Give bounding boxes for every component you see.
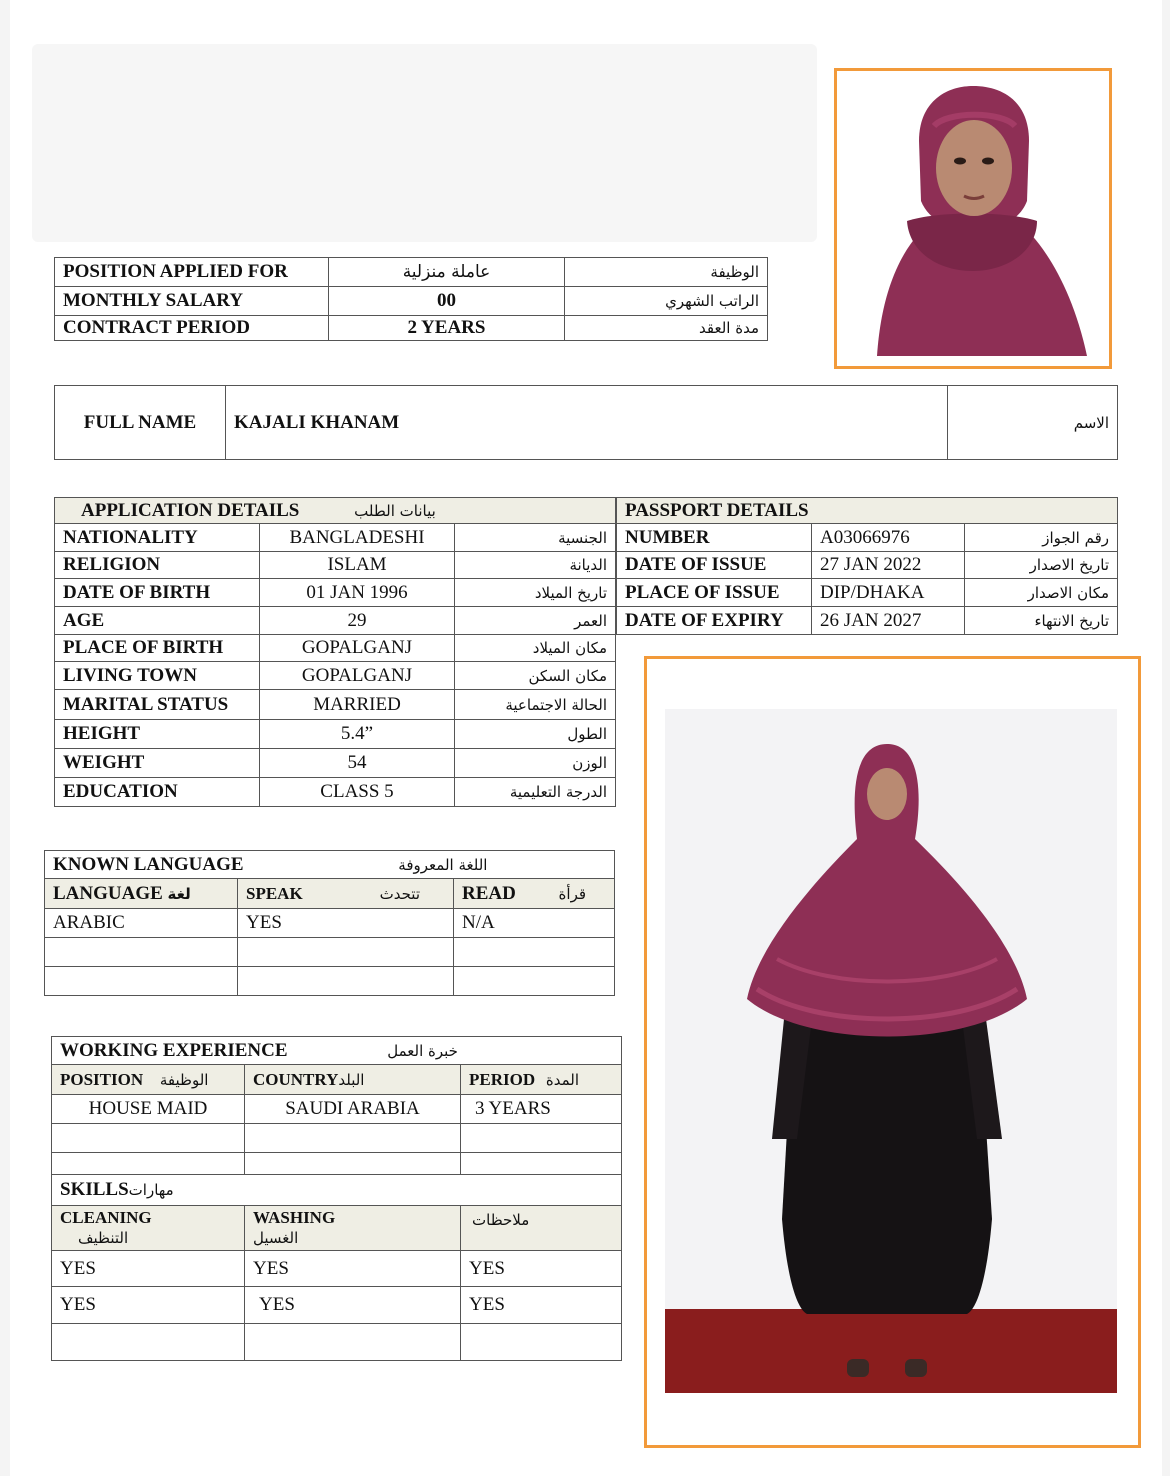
col-speak [238,879,454,909]
col-speak-label: SPEAK [246,883,303,903]
empty-cell [45,967,238,996]
app-arabic: تاريخ الميلاد [455,579,616,607]
col-country-ar: البلد [338,1070,365,1089]
skill-washing: YES [245,1287,461,1324]
col-country [245,1065,461,1095]
skill-washing: YES [245,1251,461,1287]
col-washing-ar: الغسيل [253,1229,299,1247]
arabic-salary: الراتب الشهري [565,287,768,316]
col-read-label: READ [462,882,516,904]
app-value: 54 [260,749,455,778]
app-label: LIVING TOWN [55,662,260,690]
language-title: KNOWN LANGUAGE [53,853,244,875]
passport-value: A03066976 [812,524,965,552]
app-label: HEIGHT [55,720,260,749]
skill-cleaning: YES [52,1287,245,1324]
col-period-ar: المدة [545,1070,580,1089]
col-language-ar: لغة [167,884,191,903]
experience-table [51,1036,622,1361]
application-title: APPLICATION DETAILS [81,499,300,521]
passport-arabic: تاريخ الاصدار [965,552,1118,579]
full-body-photo [647,659,1138,1445]
passport-arabic: مكان الاصدار [965,579,1118,607]
name-table [54,385,1118,460]
app-label: DATE OF BIRTH [55,579,260,607]
empty-cell [238,938,454,967]
empty-cell [245,1153,461,1175]
app-label: NATIONALITY [55,524,260,552]
headshot-photo [837,71,1109,366]
label-salary: MONTHLY SALARY [55,287,329,316]
passport-label: NUMBER [617,524,812,552]
app-value: CLASS 5 [260,778,455,807]
arabic-contract: مدة العقد [565,316,768,341]
experience-title: WORKING EXPERIENCE [60,1039,288,1061]
app-arabic: الطول [455,720,616,749]
app-value: GOPALGANJ [260,662,455,690]
skills-title-ar: مهارات [128,1181,174,1199]
skills-title: SKILLS [60,1179,129,1200]
col-country-label: COUNTRY [253,1069,339,1089]
app-label: AGE [55,607,260,635]
col-position-ar: الوظيفة [159,1070,209,1089]
app-label: WEIGHT [55,749,260,778]
empty-cell [461,1153,622,1175]
empty-cell [454,938,615,967]
empty-cell [245,1124,461,1153]
skill-cleaning: YES [52,1251,245,1287]
arabic-position: الوظيفة [565,258,768,287]
experience-country: SAUDI ARABIA [245,1095,461,1124]
app-arabic: الحالة الاجتماعية [455,690,616,720]
app-arabic: الوزن [455,749,616,778]
application-header [55,498,616,524]
experience-position: HOUSE MAID [52,1095,245,1124]
col-notes [461,1206,622,1251]
app-arabic: الجنسية [455,524,616,552]
app-arabic: مكان السكن [455,662,616,690]
speak-value: YES [238,909,454,938]
col-cleaning [52,1206,245,1251]
redacted-header [32,44,817,242]
label-contract: CONTRACT PERIOD [55,316,329,341]
app-value: BANGLADESHI [260,524,455,552]
app-arabic: مكان الميلاد [455,635,616,662]
empty-cell [52,1324,245,1361]
passport-title: PASSPORT DETAILS [617,498,1118,524]
experience-period: 3 YEARS [461,1095,622,1124]
app-value: 01 JAN 1996 [260,579,455,607]
experience-header [52,1037,622,1065]
passport-value: DIP/DHAKA [812,579,965,607]
app-value: ISLAM [260,552,455,579]
col-period-label: PERIOD [469,1069,536,1089]
application-title-ar: بيانات الطلب [354,501,436,520]
empty-cell [461,1124,622,1153]
app-label: MARITAL STATUS [55,690,260,720]
col-position-label: POSITION [60,1069,144,1089]
col-period [461,1065,622,1095]
col-cleaning-label: CLEANING [60,1208,152,1227]
app-arabic: العمر [455,607,616,635]
passport-value: 27 JAN 2022 [812,552,965,579]
full-body-frame [644,656,1141,1448]
passport-label: DATE OF EXPIRY [617,607,812,635]
passport-arabic: رقم الجواز [965,524,1118,552]
col-washing-label: WASHING [253,1208,336,1227]
language-header [45,851,615,879]
empty-cell [245,1324,461,1361]
col-cleaning-ar: التنظيف [78,1229,129,1247]
col-language-label: LANGUAGE [53,882,163,904]
label-full-name: FULL NAME [55,386,226,460]
passport-value: 26 JAN 2027 [812,607,965,635]
empty-cell [52,1124,245,1153]
read-value: N/A [454,909,615,938]
col-position [52,1065,245,1095]
app-arabic: الديانة [455,552,616,579]
language-title-ar: اللغة المعروفة [398,855,488,874]
empty-cell [238,967,454,996]
skill-notes: YES [461,1251,622,1287]
value-contract: 2 YEARS [329,316,565,341]
skill-notes: YES [461,1287,622,1324]
known-language-table [44,850,615,996]
arabic-full-name: الاسم [948,386,1118,460]
empty-cell [454,967,615,996]
app-value: 29 [260,607,455,635]
language-value: ARABIC [45,909,238,938]
value-position: عاملة منزلية [329,258,565,287]
col-read-ar: قرأة [558,884,587,903]
label-position: POSITION APPLIED FOR [55,258,329,287]
passport-label: PLACE OF ISSUE [617,579,812,607]
passport-details-table [616,497,1118,635]
position-table [54,257,768,341]
app-label: RELIGION [55,552,260,579]
app-label: PLACE OF BIRTH [55,635,260,662]
application-details-table [54,497,616,807]
app-value: MARRIED [260,690,455,720]
value-full-name: KAJALI KHANAM [226,386,948,460]
headshot-frame [834,68,1112,369]
experience-title-ar: خبرة العمل [387,1041,458,1060]
col-notes-ar: ملاحظات [472,1211,530,1229]
app-label: EDUCATION [55,778,260,807]
passport-label: DATE OF ISSUE [617,552,812,579]
col-read [454,879,615,909]
app-value: 5.4” [260,720,455,749]
app-value: GOPALGANJ [260,635,455,662]
empty-cell [461,1324,622,1361]
value-salary: 00 [329,287,565,316]
app-arabic: الدرجة التعليمية [455,778,616,807]
col-speak-ar: تتحدث [379,884,420,903]
passport-arabic: تاريخ الانتهاء [965,607,1118,635]
col-washing [245,1206,461,1251]
empty-cell [45,938,238,967]
empty-cell [52,1153,245,1175]
skills-header [52,1175,622,1206]
col-language [45,879,238,909]
